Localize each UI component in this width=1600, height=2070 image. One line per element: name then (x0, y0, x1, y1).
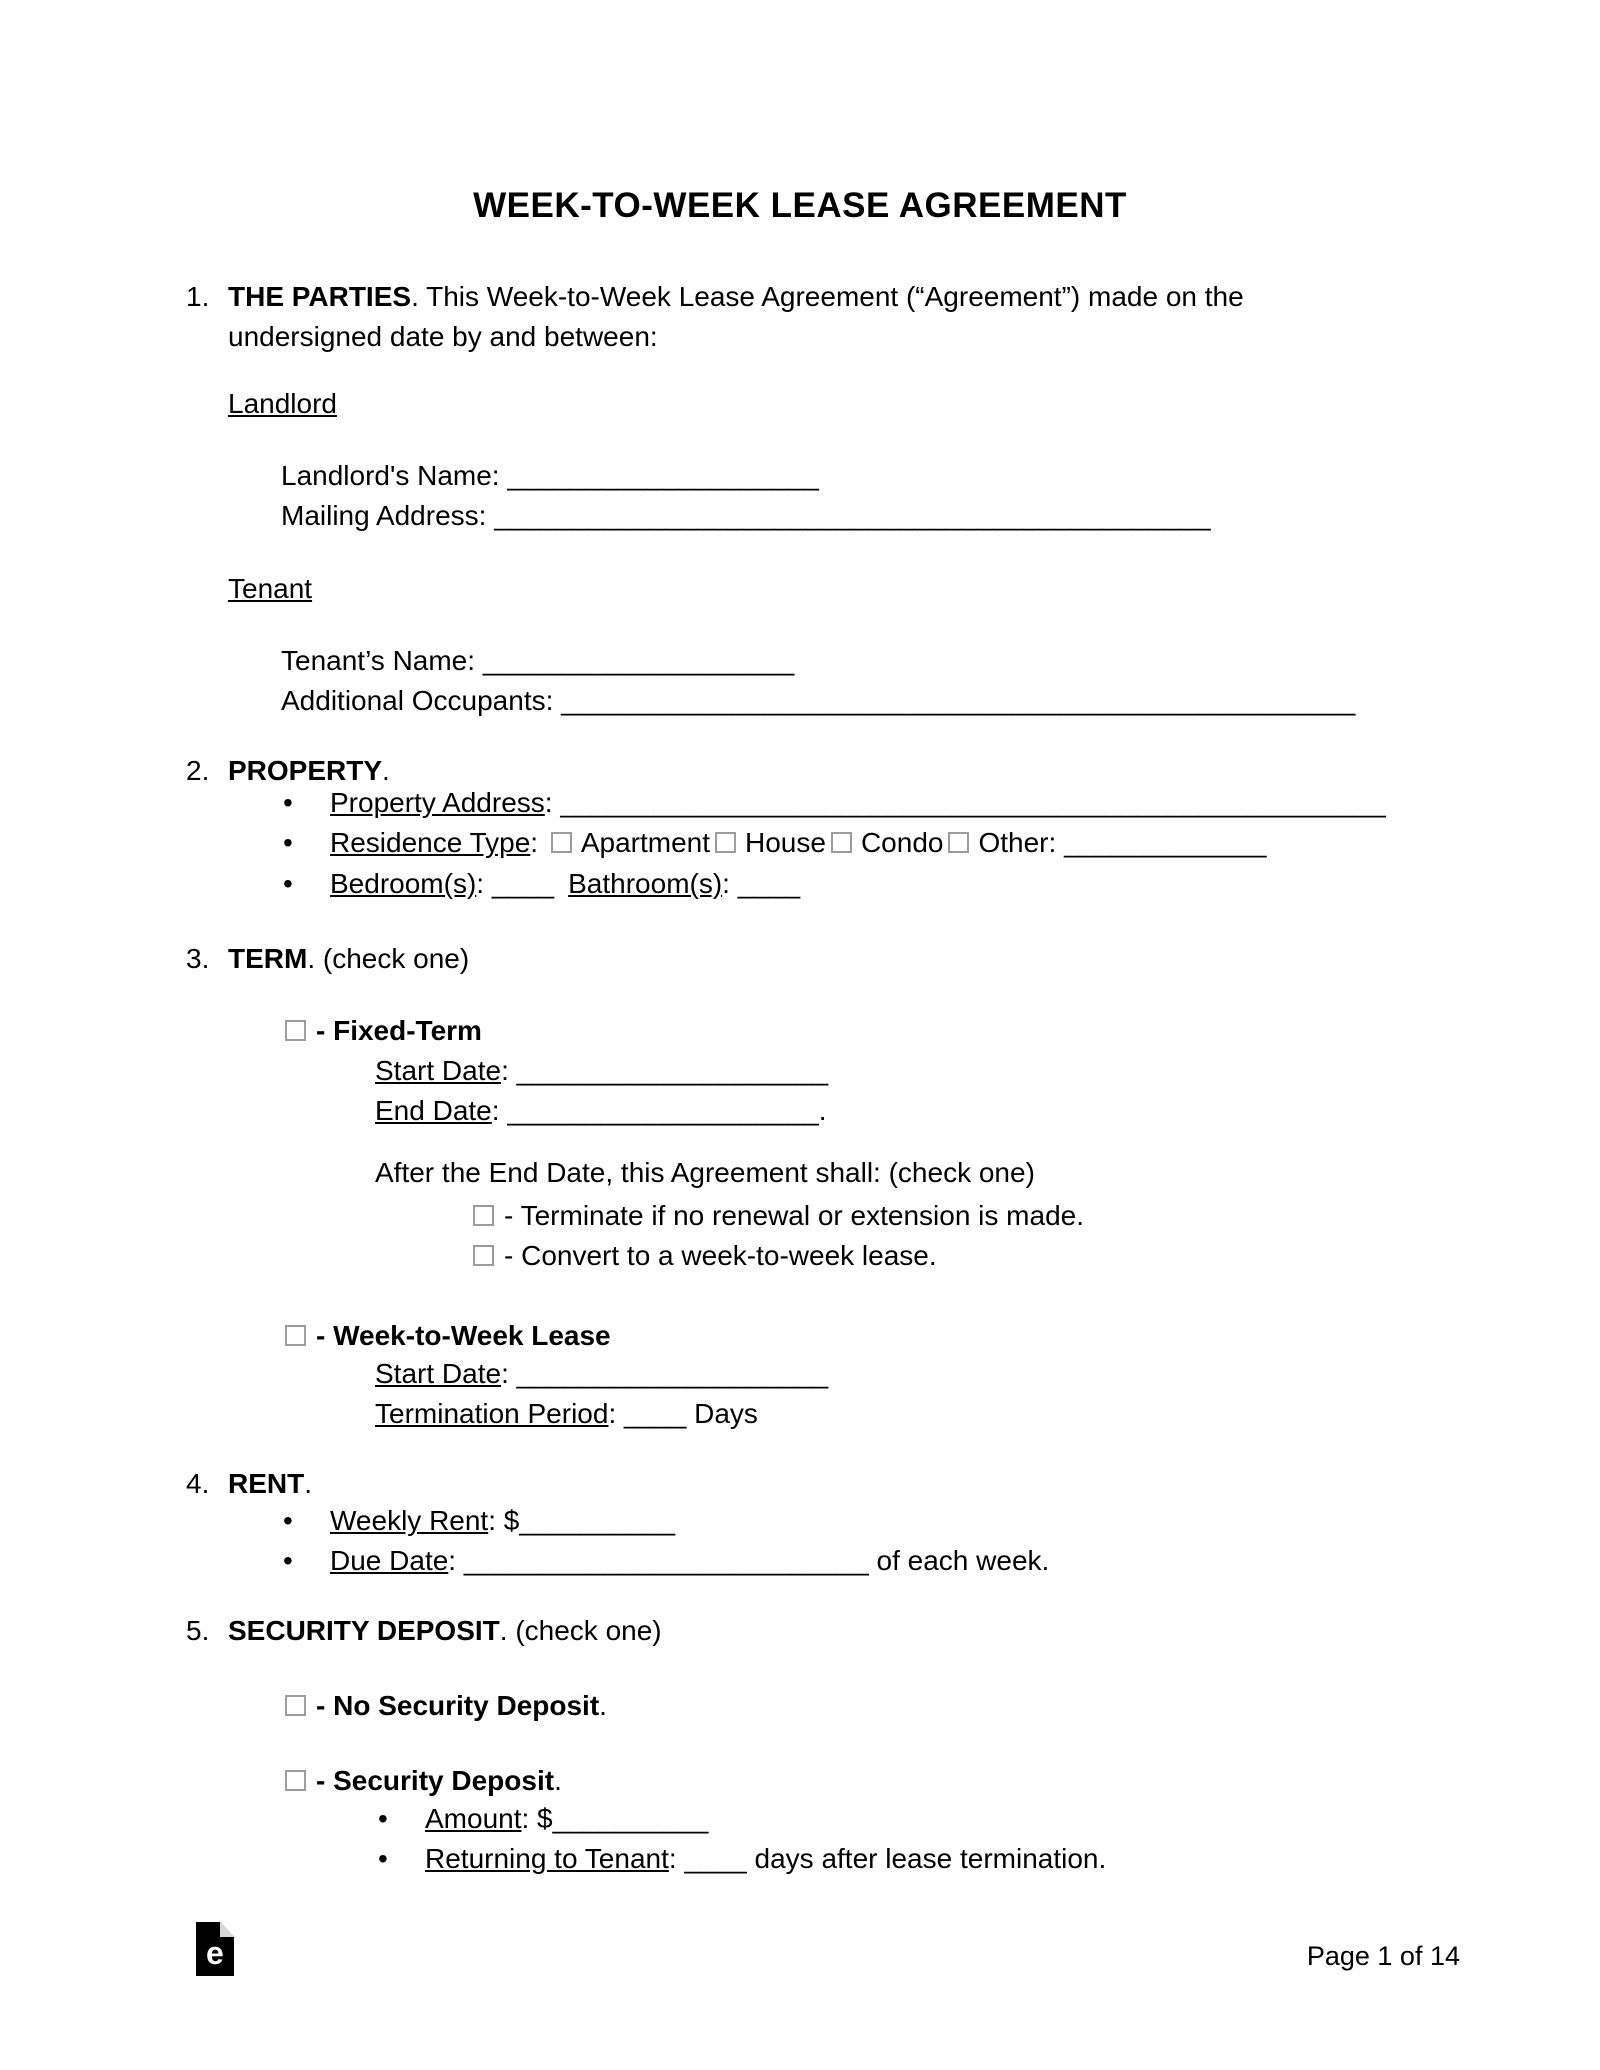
bullet-icon: • (378, 1843, 388, 1874)
weekly-rent-label: Weekly Rent (330, 1505, 489, 1536)
bullet-icon: • (283, 868, 293, 899)
w2w-start-date-field[interactable]: ____________________ (516, 1358, 829, 1389)
fixed-start-date-line (375, 1053, 828, 1089)
colon: : (722, 868, 738, 899)
weekly-rent-field[interactable]: __________ (519, 1505, 676, 1536)
heading-suffix: . (check one) (307, 943, 470, 974)
checkbox-house[interactable] (715, 832, 736, 853)
heading-period: . (304, 1468, 313, 1499)
section-property-heading-line (186, 753, 390, 789)
section-heading: TERM (228, 943, 308, 974)
colon: : (501, 1358, 517, 1389)
termination-period-line (375, 1396, 758, 1432)
checkbox-terminate[interactable] (473, 1205, 494, 1226)
bathrooms-label: Bathroom(s) (568, 868, 723, 899)
termination-period-label: Termination Period (375, 1398, 609, 1429)
checkbox-convert[interactable] (473, 1245, 494, 1266)
section-heading: SECURITY DEPOSIT (228, 1615, 500, 1646)
document-title: WEEK-TO-WEEK LEASE AGREEMENT (473, 186, 1127, 225)
colon-dollar: : $ (488, 1505, 520, 1536)
checkbox-fixed-term[interactable] (285, 1020, 306, 1041)
start-date-label: Start Date (375, 1055, 502, 1086)
house-option-label: House (745, 827, 826, 858)
checkbox-apartment[interactable] (551, 832, 572, 853)
convert-option-label: - Convert to a week-to-week lease. (504, 1240, 937, 1271)
section-term-heading-line (186, 941, 469, 977)
terminate-option-line (473, 1198, 1084, 1234)
section-deposit-heading-line (186, 1613, 662, 1649)
heading-period: . (382, 755, 390, 786)
security-deposit-label: - Security Deposit (316, 1765, 555, 1796)
parties-intro-line2: undersigned date by and between: (228, 321, 658, 352)
tenant-name-line (281, 643, 794, 679)
no-security-deposit-line (285, 1688, 607, 1724)
due-date-suffix: of each week. (868, 1545, 1050, 1576)
week-to-week-label: - Week-to-Week Lease (316, 1320, 611, 1351)
terminate-option-label: - Terminate if no renewal or extension is made. (504, 1200, 1084, 1231)
residence-type-line (283, 825, 1267, 861)
section-number: 3. (186, 943, 210, 974)
colon-dollar: : $ (521, 1803, 553, 1834)
start-date-field[interactable]: ____________________ (516, 1055, 829, 1086)
colon: : (668, 1843, 685, 1874)
start-date-label: Start Date (375, 1358, 502, 1389)
section-number: 4. (186, 1468, 210, 1499)
returning-to-tenant-label: Returning to Tenant (425, 1843, 669, 1874)
additional-occupants-line (281, 683, 1355, 719)
property-address-line (283, 785, 1386, 821)
bullet-icon: • (378, 1803, 388, 1834)
landlord-name-label: Landlord's Name: (281, 460, 508, 491)
convert-option-line (473, 1238, 937, 1274)
colon: : (491, 1095, 508, 1126)
condo-option-label: Condo (860, 827, 944, 858)
colon: : (530, 827, 546, 858)
additional-occupants-field[interactable]: ___________________________________________________ (561, 685, 1356, 716)
section-rent-heading-line (186, 1466, 312, 1502)
section-heading: RENT (228, 1468, 305, 1499)
section-number: 1. (186, 281, 210, 312)
mailing-address-line (281, 498, 1211, 534)
returning-suffix: days after lease termination. (746, 1843, 1107, 1874)
apartment-option-label: Apartment (580, 827, 711, 858)
tenant-subheading: Tenant (228, 573, 313, 604)
property-address-label: Property Address (330, 787, 545, 818)
security-deposit-line (285, 1763, 562, 1799)
heading-suffix: . (check one) (499, 1615, 662, 1646)
residence-type-label: Residence Type (330, 827, 531, 858)
tenant-name-label: Tenant’s Name: (281, 645, 483, 676)
tenant-name-field[interactable]: ____________________ (482, 645, 795, 676)
w2w-start-date-line (375, 1356, 828, 1392)
colon: : (608, 1398, 625, 1429)
checkbox-security-deposit[interactable] (285, 1770, 306, 1791)
section-parties-heading-line (186, 279, 1244, 315)
termination-period-field[interactable]: ____ (624, 1398, 687, 1429)
property-address-field[interactable]: _____________________________________________________ (560, 787, 1386, 818)
colon: : (544, 787, 561, 818)
weekly-rent-line (283, 1503, 675, 1539)
week-to-week-option-line (285, 1318, 611, 1354)
landlord-name-line (281, 458, 819, 494)
section-heading: THE PARTIES (228, 281, 412, 312)
bedrooms-label: Bedroom(s) (330, 868, 477, 899)
due-date-line (283, 1543, 1049, 1579)
section-number: 5. (186, 1615, 210, 1646)
due-date-label: Due Date (330, 1545, 449, 1576)
deposit-period: . (554, 1765, 562, 1796)
no-security-deposit-label: - No Security Deposit (316, 1690, 600, 1721)
termination-suffix: Days (686, 1398, 758, 1429)
amount-label: Amount (425, 1803, 522, 1834)
eforms-logo (196, 1922, 234, 1981)
checkbox-other[interactable] (948, 832, 969, 853)
page-number: Page 1 of 14 (1306, 1941, 1460, 1971)
logo-letter: e (206, 1935, 224, 1971)
eforms-logo-icon (196, 1922, 234, 1976)
bullet-icon: • (283, 827, 293, 858)
deposit-amount-line (378, 1801, 708, 1837)
fixed-end-date-line (375, 1093, 827, 1129)
landlord-name-field[interactable]: ____________________ (507, 460, 819, 491)
end-date-field[interactable]: ____________________ (507, 1095, 819, 1126)
landlord-subheading: Landlord (228, 388, 337, 419)
due-date-field[interactable]: __________________________ (463, 1545, 869, 1576)
bullet-icon: • (283, 1545, 293, 1576)
amount-field[interactable]: __________ (552, 1803, 709, 1834)
fixed-term-label: - Fixed-Term (316, 1015, 482, 1046)
bullet-icon: • (283, 787, 293, 818)
checkbox-no-security-deposit[interactable] (285, 1695, 306, 1716)
bullet-icon: • (283, 1505, 293, 1536)
colon: : (448, 1545, 464, 1576)
returning-to-tenant-line (378, 1841, 1106, 1877)
end-date-label: End Date (375, 1095, 492, 1126)
checkbox-week-to-week[interactable] (285, 1325, 306, 1346)
after-end-date-text: After the End Date, this Agreement shall: (check one) (375, 1157, 1035, 1188)
bedrooms-bathrooms-line (283, 866, 800, 902)
other-option-label: Other: (978, 827, 1065, 858)
mailing-address-field[interactable]: ______________________________________________ (494, 500, 1211, 531)
bedrooms-field[interactable]: ____ (491, 868, 555, 899)
additional-occupants-label: Additional Occupants: (281, 685, 562, 716)
section-heading: PROPERTY (228, 755, 383, 786)
checkbox-condo[interactable] (831, 832, 852, 853)
returning-days-field[interactable]: ____ (684, 1843, 747, 1874)
section-number: 2. (186, 755, 210, 786)
end-period: . (818, 1095, 827, 1126)
parties-intro-text: . This Week-to-Week Lease Agreement (“Agreement”) made on the (411, 281, 1244, 312)
other-field[interactable]: _____________ (1064, 827, 1267, 858)
colon: : (501, 1055, 517, 1086)
mailing-address-label: Mailing Address: (281, 500, 495, 531)
fixed-term-option-line (285, 1013, 482, 1049)
bathrooms-field[interactable]: ____ (737, 868, 801, 899)
no-deposit-period: . (599, 1690, 607, 1721)
colon: : (476, 868, 492, 899)
